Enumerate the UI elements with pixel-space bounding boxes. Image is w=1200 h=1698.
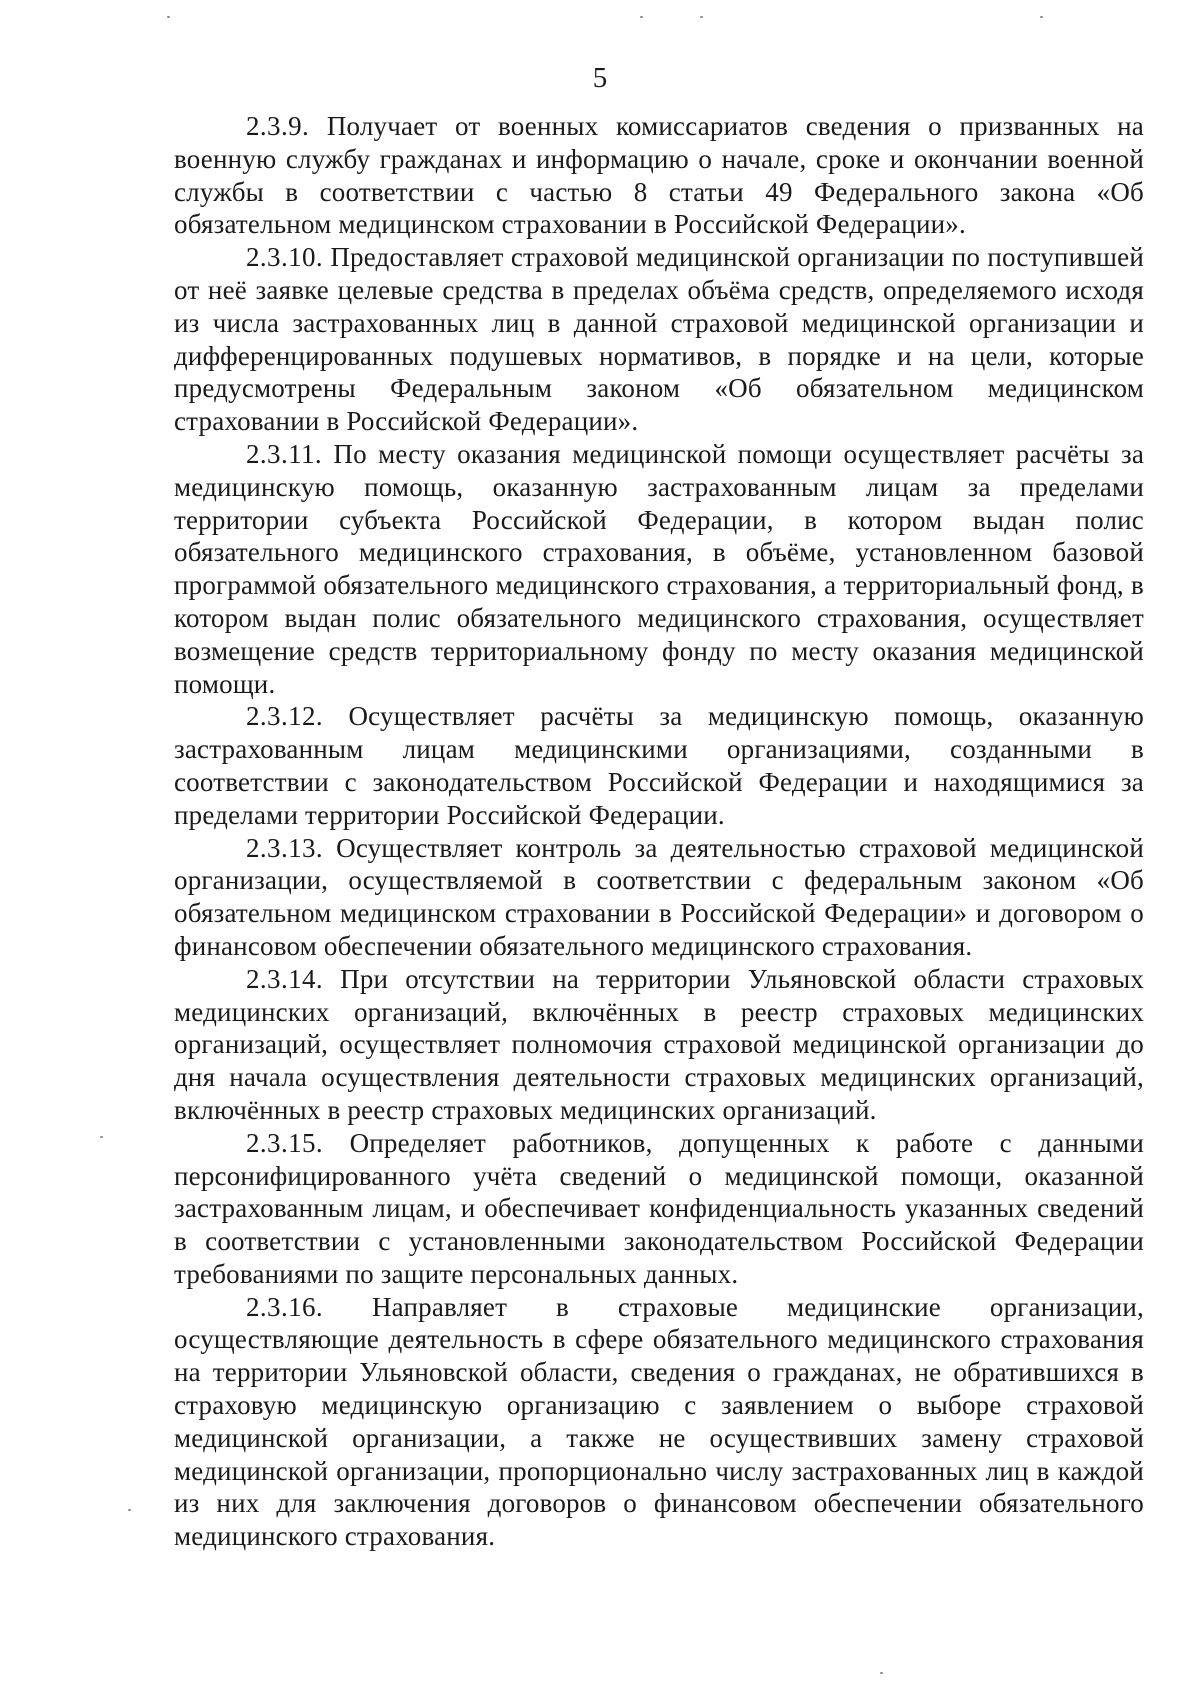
paragraph-2-3-9 [174, 110, 1144, 241]
paragraph-number: 2.3.14. [246, 963, 324, 994]
document-body [174, 110, 1144, 1553]
scan-speck [880, 1672, 883, 1674]
paragraph-text: Осуществляет контроль за деятельностью страховой медицинской организации, осуществляемой в соответствии с федеральным законом «Об обязательном медицинском страховании в Российской Федерации» и договором о финансовом обеспечении обязательного медицинского страхования. [174, 832, 1144, 961]
paragraph-number: 2.3.13. [246, 832, 324, 863]
scan-speck [640, 16, 643, 18]
paragraph-number: 2.3.11. [246, 438, 323, 469]
paragraph-text: Получает от военных комиссариатов сведения о призванных на военную службу гражданах и информацию о начале, сроке и окончании военной службы в соответствии с частью 8 статьи 49 Федерального закона «Об обязательном медицинском страховании в Российской Федерации». [174, 111, 1144, 240]
paragraph-number: 2.3.12. [246, 701, 324, 732]
paragraph-2-3-10 [174, 241, 1144, 438]
paragraph-2-3-13 [174, 832, 1144, 963]
paragraph-text: Направляет в страховые медицинские организации, осуществляющие деятельность в сфере обязательного медицинского страхования на территории Ульяновской области, сведения о гражданах, не обратившихся в страховую медицинскую организацию с заявлением о выборе страховой медицинской организации, а также не осуществивших замену страховой медицинской организации, пропорционально числу застрахованных лиц в каждой из них для заключения договоров о финансовом обеспечении обязательного медицинского страхования. [174, 1291, 1144, 1552]
scan-speck [700, 16, 703, 18]
paragraph-number: 2.3.10. [246, 242, 324, 273]
paragraph-number: 2.3.15. [246, 1127, 324, 1158]
scan-speck [1040, 16, 1043, 18]
paragraph-text: Определяет работников, допущенных к работе с данными персонифицированного учёта сведений о медицинской помощи, оказанной застрахованным лицам, и обеспечивает конфиденциальность указанных сведений в соответствии с установленными законодательством Российской Федерации требованиями по защите персональных данных. [174, 1127, 1145, 1289]
page-number: 5 [592, 62, 608, 94]
paragraph-number: 2.3.16. [246, 1291, 324, 1322]
paragraph-2-3-11 [174, 438, 1144, 700]
scan-speck [167, 16, 170, 18]
paragraph-text: Предоставляет страховой медицинской организации по поступившей от неё заявке целевые средства в пределах объёма средств, определяемого исходя из числа застрахованных лиц в данной страховой медицинской организации и дифференцированных подушевых нормативов, в порядке и на цели, которые предусмотрены Федеральным законом «Об обязательном медицинском страховании в Российской Федерации». [174, 242, 1144, 437]
paragraph-2-3-12 [174, 700, 1144, 831]
paragraph-number: 2.3.9. [246, 111, 310, 141]
paragraph-text: Осуществляет расчёты за медицинскую помощь, оказанную застрахованным лицам медицинскими организациями, созданными в соответствии с законодательством Российской Федерации и находящимися за пределами территории Российской Федерации. [174, 701, 1145, 830]
scan-speck [100, 1136, 103, 1138]
paragraph-text: По месту оказания медицинской помощи осуществляет расчёты за медицинскую помощь, оказанную застрахованным лицам за пределами территории субъекта Российской Федерации, в котором выдан полис обязательного медицинского страхования, в объёме, установленном базовой программой обязательного медицинского страхования, а территориальный фонд, в котором выдан полис обязательного медицинского страхования, осуществляет возмещение средств территориальному фонду по месту оказания медицинской помощи. [174, 438, 1145, 699]
paragraph-2-3-16 [174, 1291, 1144, 1553]
paragraph-text: При отсутствии на территории Ульяновской области страховых медицинских организаций, включённых в реестр страховых медицинских организаций, осуществляет полномочия страховой медицинской организации до дня начала осуществления деятельности страховых медицинских организаций, включённых в реестр страховых медицинских организаций. [174, 963, 1144, 1125]
paragraph-2-3-14 [174, 963, 1144, 1127]
paragraph-2-3-15 [174, 1127, 1144, 1291]
scan-speck [128, 1509, 131, 1511]
